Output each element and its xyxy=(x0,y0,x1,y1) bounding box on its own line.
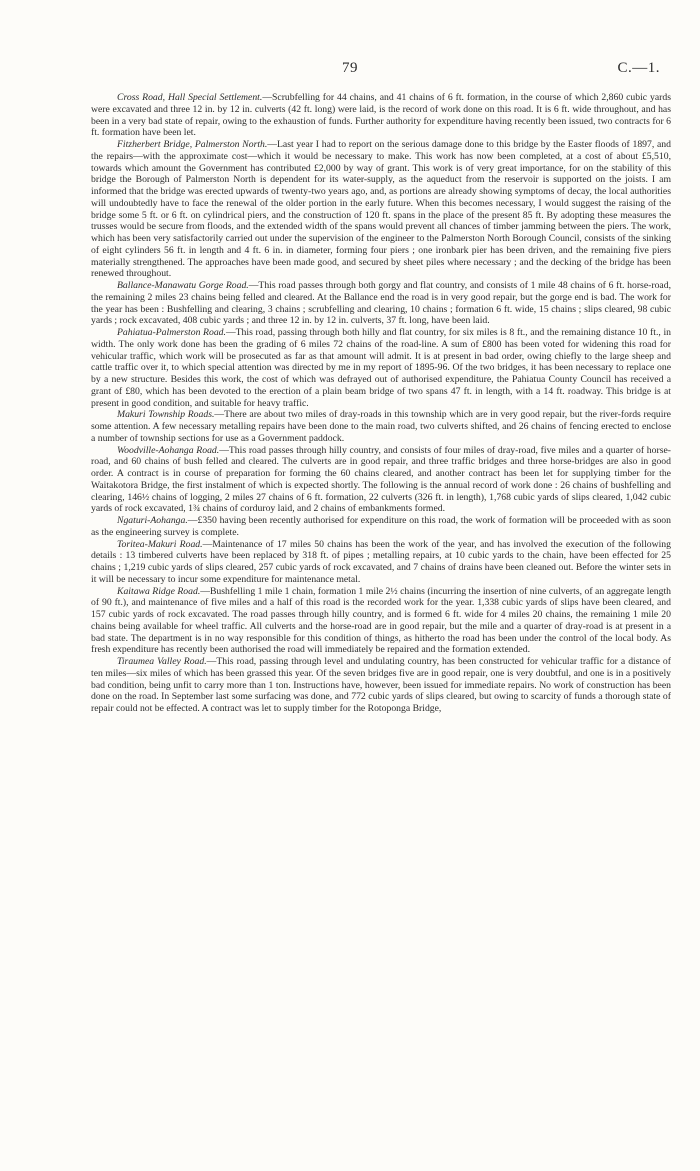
paragraph-title: Ngaturi-Aohanga. xyxy=(117,515,188,526)
paragraph-text: —This road passes through hilly country, and consists of four miles of dray-road, five miles and a quarter of horse-road, and 60 chains of bush felled and cleared. The culverts are in good repair, and three traffic bridges and three horse-bridges are also in good order. A contract is in course of preparation for forming the 60 chains cleared, and another contract has been let for supplying timber for the Waitakotora Bridge, the first instalment of which is expected shortly. The following is the annual record of work done : 26 chains of bushfelling and clearing, 146½ chains of logging, 2 miles 27 chains of 6 ft. formation, 22 culverts (326 ft. in length), 1,768 cubic yards of slips cleared, 1,042 cubic yards of rock excavated, 1¾ chains of corduroy laid, and 2 chains of embankments formed. xyxy=(91,444,671,515)
paragraph-text: —There are about two miles of dray-roads in this township which are in very good repair, but the river-fords require some attention. A few necessary metalling repairs have been done to the main road, two culverts shifted, and 26 chains of fencing erected to enclose a number of township sections for use as a Government paddock. xyxy=(91,409,671,444)
paragraph-text: —This road, passing through level and undulating country, has been constructed for vehicular traffic for a distance of ten miles—six miles of which has been grassed this year. Of the seven bridges five are in good repair, one is very doubtful, and one is in a positively bad condition, being unfit to carry more than 1 ton. Instructions have, however, been issued for immediate repairs. No work of construction has been done on the road. In September last some surfacing was done, and 772 cubic yards of slips cleared, but owing to scarcity of funds a thorough state of repair could not be effected. A contract was let to supply timber for the Rotoponga Bridge, xyxy=(91,656,671,714)
paragraph-text: —This road, passing through both hilly and flat country, for six miles is 8 ft., and the remaining distance 10 ft., in width. The only work done has been the grading of 6 miles 72 chains of the road-line. A sum of £800 has been voted for widening this road for vehicular traffic, which work will be prosecuted as far as that amount will admit. It is at present in bad order, owing chiefly to the large sheep and cattle traffic over it, to which special attention was directed by me in my report of 1895-96. Of the two bridges, it has been necessary to replace one by a new structure. Besides this work, the cost of which was defrayed out of authorised expenditure, the Pahiatua County Council has received a grant of £80, which has been devoted to the erection of a plain beam bridge of two spans 47 ft. in length, with a 14 ft. roadway. This bridge is at present in good condition, and suitable for heavy traffic. xyxy=(91,327,671,409)
paragraph-title: Makuri Township Roads. xyxy=(117,409,215,421)
page-number: 79 xyxy=(342,60,358,76)
paragraph-kaitawa-ridge xyxy=(91,586,671,657)
paragraph-title: Ballance-Manawatu Gorge Road. xyxy=(117,280,249,291)
paragraph-title: Pahiatua-Palmerston Road. xyxy=(117,327,226,338)
paragraph-tiraumea-valley xyxy=(91,656,671,715)
paragraph-text: —Last year I had to report on the serious damage done to this bridge by the Easter floods of 1897, and the repairs—with the approximate cost—which it would be necessary to make. This work has now been completed, at a cost of about £5,510, towards which amount the Government has contributed £2,000 by way of grant. This work is of very great importance, for on the stability of this bridge the Borough of Palmerston North is dependent for its water-supply, as the aqueduct from the reservoir is supported on the joists. I am informed that the bridge was erected upwards of twenty-two years ago, and, as portions are already showing symptoms of decay, the local authorities will undoubtedly have to face the renewal of the older portion in the early future. When this becomes necessary, I would suggest the raising of the bridge some 5 ft. or 6 ft. on cylindrical piers, and the construction of 120 ft. spans in the place of the present 85 ft. By adopting these measures the trusses would be secure from floods, and the extended width of the spans would prevent all chances of timber jamming between the piers. The work, which has been very satisfactorily carried out under the supervision of the engineer to the Palmerston North Borough Council, consists of the sinking of eight cylinders 56 ft. in length and 4 ft. 6 in. in diameter, forming four piers ; one ironbark pier has been driven, and the remaining five piers materially strengthened. The approaches have been made good, and secured by sheet piles where necessary ; and the decking of the bridge has been renewed throughout. xyxy=(91,139,671,280)
body-text xyxy=(91,92,671,715)
paragraph-title: Kaitawa Ridge Road. xyxy=(117,585,201,597)
paragraph-text: —Bushfelling 1 mile 1 chain, formation 1 mile 2½ chains (incurring the insertion of nine culverts, of an aggregate length of 90 ft.), and maintenance of five miles and a half of this road is the recorded work for the year. 1,338 cubic yards of slips have been cleared, and 157 cubic yards of rock excavated. The road passes through hilly country, and is formed 6 ft. wide for 4 miles 20 chains, the remaining 1 mile 20 chains being available for wheel traffic. All culverts and the horse-road are in good repair, but the mile and a quarter of dray-road is at present in a bad state. The department is in no way responsible for this condition of things, as hitherto the road has been under the control of the local body. As fresh expenditure has recently been authorised the road will immediately be repaired and the formation extended. xyxy=(91,585,671,656)
paragraph-title: Woodville-Aohanga Road. xyxy=(117,444,220,456)
paragraph-woodville-aohanga xyxy=(91,445,671,516)
paragraph-ngaturi-aohanga xyxy=(91,515,671,539)
paragraph-title: Cross Road, Hall Special Settlement. xyxy=(117,92,263,103)
paragraph-pahiatua-palmerston xyxy=(91,327,671,409)
paragraph-title: Fitzherbert Bridge, Palmerston North. xyxy=(117,139,268,150)
paragraph-title: Toritea-Makuri Road. xyxy=(117,538,203,550)
document-reference: C.—1. xyxy=(617,60,660,76)
paragraph-text: —Maintenance of 17 miles 50 chains has been the work of the year, and has involved the execution of the following details : 13 timbered culverts have been replaced by 318 ft. of pipes ; metalling repairs, at 10 cubic yards to the chain, have been effected for 25 chains ; 1,219 cubic yards of slips cleared, 257 cubic yards of rock excavated, and 7 chains of drains have been cleaned out. Before the winter sets in it will be necessary to incur some expenditure for maintenance metal. xyxy=(91,538,671,585)
paragraph-ballance-manawatu xyxy=(91,280,671,327)
paragraph-cross-road xyxy=(91,92,671,139)
paragraph-makuri-township xyxy=(91,409,671,444)
paragraph-toritea-makuri xyxy=(91,539,671,586)
paragraph-text: —Scrubfelling for 44 chains, and 41 chains of 6 ft. formation, in the course of which 2,860 cubic yards were excavated and three 12 in. by 12 in. culverts (42 ft. long) were laid, is the record of work done on this road. It is 6 ft. wide throughout, and has been in a very bad state of repair, owing to the exhaustion of funds. Further authority for expenditure having recently been issued, two contracts for 6 ft. formation have been let. xyxy=(91,92,672,139)
paragraph-fitzherbert-bridge xyxy=(91,139,671,280)
paragraph-title: Tiraumea Valley Road. xyxy=(117,656,207,667)
paragraph-text: —£350 having been recently authorised for expenditure on this road, the work of formation will be proceeded with as soon as the engineering survey is complete. xyxy=(91,515,671,538)
paragraph-text: —This road passes through both gorgy and flat country, and consists of 1 mile 48 chains of 6 ft. horse-road, the remaining 2 miles 23 chains being felled and cleared. At the Ballance end the road is in very good repair, but the gorge end is bad. The work for the year has been : Bushfelling and clearing, 3 chains ; scrubfelling and clearing, 10 chains ; formation 6 ft. wide, 15 chains ; slips cleared, 98 cubic yards ; rock excavated, 408 cubic yards ; and three 12 in. by 12 in. culverts, 37 ft. long, have been laid. xyxy=(91,280,671,327)
